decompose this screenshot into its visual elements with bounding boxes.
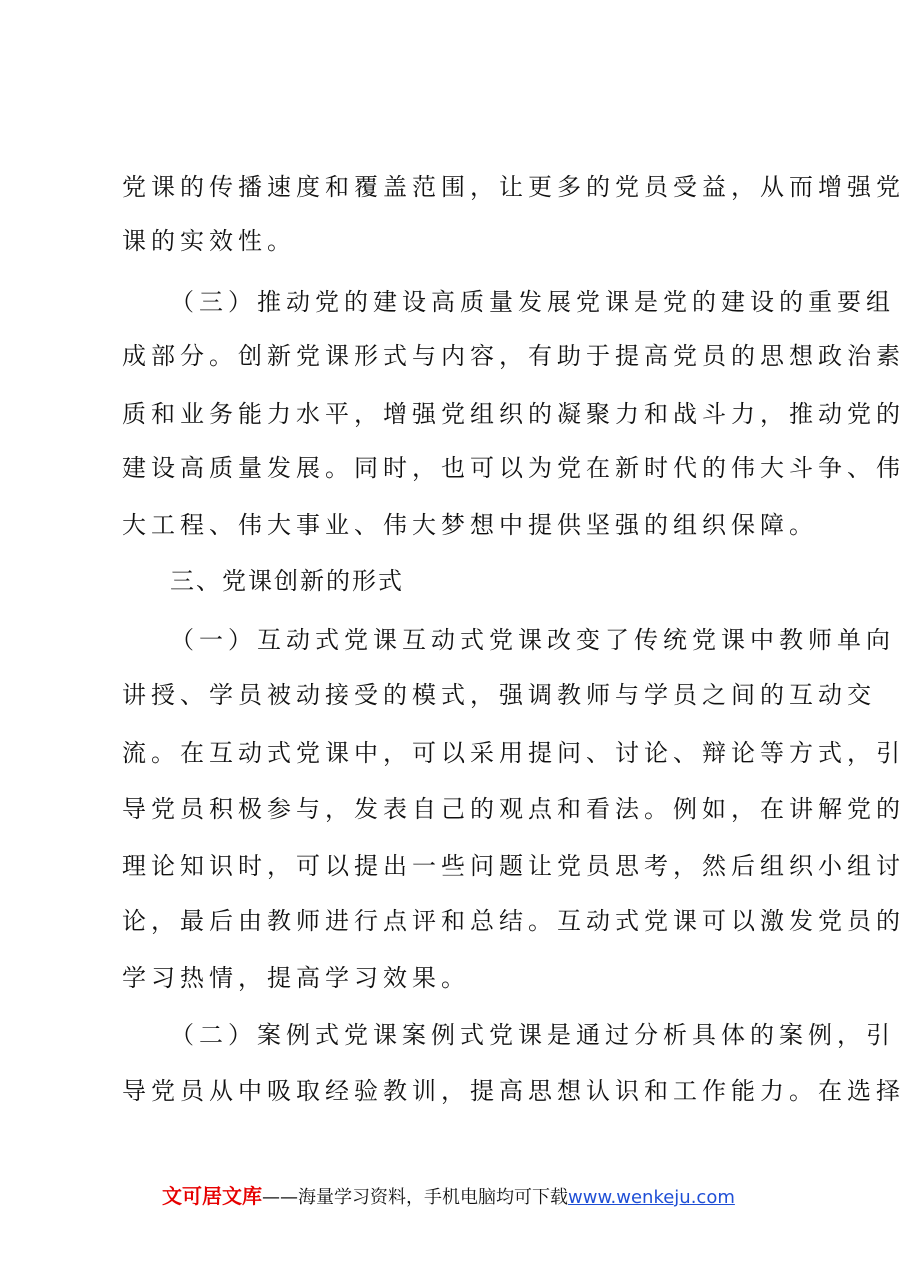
text-line: 建设高质量发展。同时，也可以为党在新时代的伟大斗争、伟: [122, 454, 905, 482]
text-line: 理论知识时，可以提出一些问题让党员思考，然后组织小组讨: [122, 852, 905, 880]
footer-banner: [162, 1184, 782, 1210]
text-line: 质和业务能力水平，增强党组织的凝聚力和战斗力，推动党的: [122, 400, 905, 428]
text-line: 成部分。创新党课形式与内容，有助于提高党员的思想政治素: [122, 342, 905, 370]
brand-name: 文可居文库: [162, 1184, 262, 1208]
paragraph-heading-3: （三）推动党的建设高质量发展党课是党的建设的重要组: [170, 288, 895, 316]
paragraph-heading-2: （二）案例式党课案例式党课是通过分析具体的案例，引: [170, 1021, 895, 1049]
website-link[interactable]: www.wenkeju.com: [568, 1187, 735, 1208]
text-line: 导党员从中吸取经验教训，提高思想认识和工作能力。在选择: [122, 1077, 905, 1105]
text-line: 大工程、伟大事业、伟大梦想中提供坚强的组织保障。: [122, 511, 818, 539]
text-line: 课的实效性。: [122, 227, 296, 255]
text-line: 流。在互动式党课中，可以采用提问、讨论、辩论等方式，引: [122, 739, 905, 767]
section-heading: 三、党课创新的形式: [170, 567, 404, 595]
paragraph-heading-1: （一）互动式党课互动式党课改变了传统党课中教师单向: [170, 626, 895, 654]
text-line: 学习热情，提高学习效果。: [122, 964, 470, 992]
footer-tagline: ——海量学习资料，手机电脑均可下载: [262, 1187, 568, 1208]
text-line: 党课的传播速度和覆盖范围，让更多的党员受益，从而增强党: [122, 173, 905, 201]
text-line: 论，最后由教师进行点评和总结。互动式党课可以激发党员的: [122, 907, 905, 935]
text-line: 导党员积极参与，发表自己的观点和看法。例如，在讲解党的: [122, 795, 905, 823]
text-line: 讲授、学员被动接受的模式，强调教师与学员之间的互动交: [122, 681, 876, 709]
